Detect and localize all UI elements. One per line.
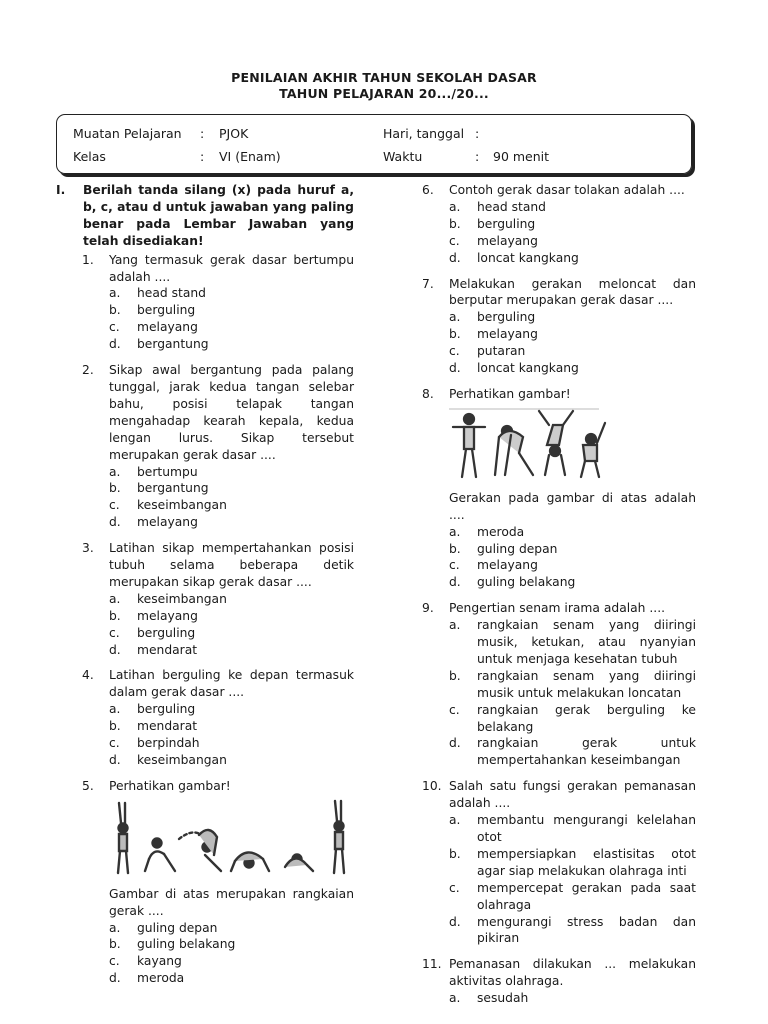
option-d: [109, 336, 354, 353]
option-text: keseimbangan: [137, 591, 227, 606]
option-d: [109, 642, 354, 659]
option-letter: c.: [109, 625, 120, 640]
option-b: [109, 480, 354, 497]
option-d: [109, 970, 354, 987]
option-letter: c.: [449, 702, 460, 717]
option-a: [449, 990, 696, 1007]
time-value: 90 menit: [493, 149, 550, 164]
option-letter: a.: [449, 199, 461, 214]
option-a: [449, 309, 696, 326]
option-text: rangkaian gerak untuk mempertahankan keseimbangan: [477, 736, 696, 768]
option-letter: b.: [449, 668, 461, 683]
option-text: melayang: [137, 608, 198, 623]
option-letter: d.: [109, 753, 121, 767]
option-text: rangkaian gerak berguling ke belakang: [477, 702, 696, 734]
option-letter: d.: [449, 250, 461, 265]
option-d: [109, 752, 354, 769]
option-text: berguling: [477, 216, 536, 231]
option-b: [449, 541, 696, 558]
option-a: [109, 920, 354, 937]
option-letter: b.: [109, 719, 121, 734]
question-1: [56, 252, 354, 353]
option-text: guling belakang: [137, 937, 236, 952]
option-text: sesudah: [477, 991, 529, 1006]
question-number: 2.: [82, 363, 94, 378]
option-letter: b.: [109, 303, 121, 318]
question-text: Perhatikan gambar!: [109, 778, 231, 793]
option-c: [449, 880, 696, 914]
option-text: bergantung: [137, 337, 209, 352]
option-letter: c.: [449, 233, 460, 248]
option-letter: a.: [449, 524, 461, 539]
option-c: [449, 557, 696, 574]
option-a: [449, 524, 696, 541]
option-text: berguling: [137, 625, 196, 640]
option-text: meroda: [477, 524, 525, 539]
day-label: Hari, tanggal: [383, 126, 465, 141]
exam-title: PENILAIAN AKHIR TAHUN SEKOLAH DASAR: [231, 70, 537, 85]
option-d: [449, 574, 696, 591]
option-c: [109, 497, 354, 514]
option-b: [109, 718, 354, 735]
option-letter: c.: [449, 558, 460, 573]
option-text: keseimbangan: [137, 753, 227, 767]
option-a: [449, 812, 696, 846]
question-number: 8.: [422, 386, 434, 401]
option-b: [449, 846, 696, 880]
option-d: [449, 360, 696, 377]
option-b: [449, 668, 696, 702]
question-number: 6.: [422, 183, 434, 197]
option-letter: d.: [449, 575, 461, 590]
option-text: mempercepat gerakan pada saat olahraga: [477, 880, 696, 912]
option-a: [109, 701, 354, 718]
question-number: 7.: [422, 276, 434, 291]
option-c: [109, 735, 354, 752]
option-text: mengurangi stress badan dan pikiran: [477, 914, 696, 946]
question-text: Latihan sikap mempertahankan posisi tubuh selama beberapa detik merupakan sikap gerak dasar ....: [109, 541, 354, 589]
question-number: 3.: [82, 541, 94, 556]
option-text: head stand: [137, 286, 206, 301]
right-column: [422, 182, 696, 1016]
option-text: loncat kangkang: [477, 250, 579, 265]
question-number: 1.: [82, 252, 94, 267]
option-text: melayang: [477, 327, 538, 342]
option-letter: a.: [449, 813, 461, 828]
cartwheel-illustration: [449, 407, 609, 481]
question-number: 5.: [82, 778, 94, 793]
option-d: [449, 250, 696, 267]
option-letter: a.: [449, 618, 461, 633]
option-letter: d.: [449, 361, 461, 376]
option-d: [449, 735, 696, 769]
option-letter: d.: [109, 337, 121, 352]
question-8: [422, 386, 696, 591]
question-number: 11.: [422, 957, 442, 972]
cartwheel-image: [449, 407, 696, 486]
option-letter: d.: [449, 914, 461, 929]
instruction: [56, 182, 354, 250]
option-letter: a.: [449, 991, 461, 1006]
option-b: [449, 216, 696, 233]
question-text: Salah satu fungsi gerakan pemanasan adalah ....: [449, 779, 696, 811]
option-text: guling depan: [137, 920, 218, 935]
option-text: putaran: [477, 344, 526, 359]
option-text: guling depan: [477, 541, 558, 556]
question-11: [422, 956, 696, 1007]
class-label: Kelas: [73, 149, 106, 164]
option-letter: a.: [109, 920, 121, 935]
option-text: kayang: [137, 954, 182, 969]
option-letter: d.: [109, 971, 121, 986]
option-letter: c.: [449, 344, 460, 359]
option-text: melayang: [477, 233, 538, 248]
question-number: 10.: [422, 779, 442, 794]
option-text: melayang: [137, 320, 198, 335]
option-a: [109, 285, 354, 302]
question-4: [56, 667, 354, 768]
question-text: Perhatikan gambar!: [449, 386, 571, 401]
option-text: meroda: [137, 971, 185, 986]
option-text: melayang: [477, 558, 538, 573]
question-3: [56, 540, 354, 658]
option-letter: d.: [449, 736, 461, 751]
question-5: [56, 778, 354, 987]
question-followup-text: Gambar di atas merupakan rangkaian gerak ....: [109, 886, 354, 918]
option-text: guling belakang: [477, 575, 576, 590]
option-letter: b.: [449, 846, 461, 861]
option-c: [109, 625, 354, 642]
question-text: Pemanasan dilakukan ... melakukan aktivitas olahraga.: [449, 957, 696, 989]
subject-label: Muatan Pelajaran: [73, 126, 182, 141]
option-a: [449, 617, 696, 668]
option-letter: b.: [109, 481, 121, 496]
subject-value: PJOK: [219, 126, 249, 141]
question-text: Contoh gerak dasar tolakan adalah ....: [449, 183, 685, 197]
question-number: 4.: [82, 668, 94, 683]
option-letter: c.: [109, 320, 120, 335]
option-text: bertumpu: [137, 464, 198, 479]
option-d: [449, 914, 696, 948]
day-colon: :: [475, 126, 480, 141]
question-text: Latihan berguling ke depan termasuk dalam gerak dasar ....: [109, 668, 354, 700]
exam-year: TAHUN PELAJARAN 20.../20...: [279, 86, 489, 101]
option-b: [109, 302, 354, 319]
option-text: berguling: [477, 310, 536, 325]
option-letter: b.: [449, 541, 461, 556]
option-c: [109, 953, 354, 970]
option-text: rangkaian senam yang diiringi musik, ketukan, atau nyanyian untuk menjaga kesehatan tubuh: [477, 618, 696, 666]
option-letter: a.: [109, 591, 121, 606]
subject-colon: :: [200, 126, 205, 141]
question-10: [422, 778, 696, 947]
roll-sequence-illustration: [109, 799, 354, 877]
option-text: mempersiapkan elastisitas otot agar siap melakukan olahraga inti: [477, 846, 696, 878]
option-text: keseimbangan: [137, 498, 227, 513]
option-a: [109, 591, 354, 608]
option-d: [109, 514, 354, 531]
option-text: bergantung: [137, 481, 209, 496]
option-text: melayang: [137, 515, 198, 530]
option-b: [109, 608, 354, 625]
question-text: Yang termasuk gerak dasar bertumpu adalah ....: [109, 252, 354, 284]
option-letter: b.: [449, 327, 461, 342]
option-letter: a.: [109, 286, 121, 301]
option-text: rangkaian senam yang diiringi musik untuk melakukan loncatan: [477, 668, 696, 700]
option-letter: a.: [449, 310, 461, 325]
class-colon: :: [200, 149, 205, 164]
question-text: Melakukan gerakan meloncat dan berputar merupakan gerak dasar ....: [449, 276, 696, 308]
option-b: [449, 326, 696, 343]
question-text: Pengertian senam irama adalah ....: [449, 601, 666, 616]
question-7: [422, 276, 696, 377]
option-letter: c.: [109, 954, 120, 969]
time-label: Waktu: [383, 149, 423, 164]
option-c: [449, 233, 696, 250]
option-text: head stand: [477, 199, 546, 214]
option-text: berguling: [137, 303, 196, 318]
option-letter: d.: [109, 515, 121, 530]
option-letter: b.: [109, 608, 121, 623]
question-number: 9.: [422, 601, 434, 616]
option-letter: b.: [109, 937, 121, 952]
option-letter: a.: [109, 464, 121, 479]
option-a: [109, 464, 354, 481]
option-text: loncat kangkang: [477, 361, 579, 376]
gymnastics-sequence-image: [109, 799, 354, 882]
time-colon: :: [475, 149, 480, 164]
question-9: [422, 600, 696, 769]
option-a: [449, 199, 696, 216]
option-text: berguling: [137, 702, 196, 717]
option-text: mendarat: [137, 719, 198, 734]
option-letter: d.: [109, 642, 121, 657]
option-text: mendarat: [137, 642, 198, 657]
option-text: berpindah: [137, 736, 200, 751]
option-c: [449, 702, 696, 736]
question-6: [422, 182, 696, 267]
option-letter: c.: [109, 498, 120, 513]
option-letter: c.: [109, 736, 120, 751]
question-2: [56, 362, 354, 531]
option-letter: c.: [449, 880, 460, 895]
instruction-text: Berilah tanda silang (x) pada huruf a, b, c, atau d untuk jawaban yang paling benar pada Lembar Jawaban yang telah disediakan!: [83, 183, 354, 248]
option-letter: a.: [109, 702, 121, 717]
question-followup-text: Gerakan pada gambar di atas adalah ....: [449, 490, 696, 522]
question-text: Sikap awal bergantung pada palang tunggal, jarak kedua tangan selebar bahu, posisi telapak tangan mengahadap kearah kepala, kedua lengan lurus. Sikap tersebut merupakan gerak dasar ....: [109, 363, 354, 462]
exam-info-box: [56, 114, 692, 174]
option-text: membantu mengurangi kelelahan otot: [477, 813, 696, 844]
option-c: [449, 343, 696, 360]
section-number: I.: [56, 183, 66, 197]
option-b: [109, 936, 354, 953]
option-c: [109, 319, 354, 336]
left-column: [56, 182, 354, 996]
class-value: VI (Enam): [219, 149, 281, 164]
option-letter: b.: [449, 216, 461, 231]
